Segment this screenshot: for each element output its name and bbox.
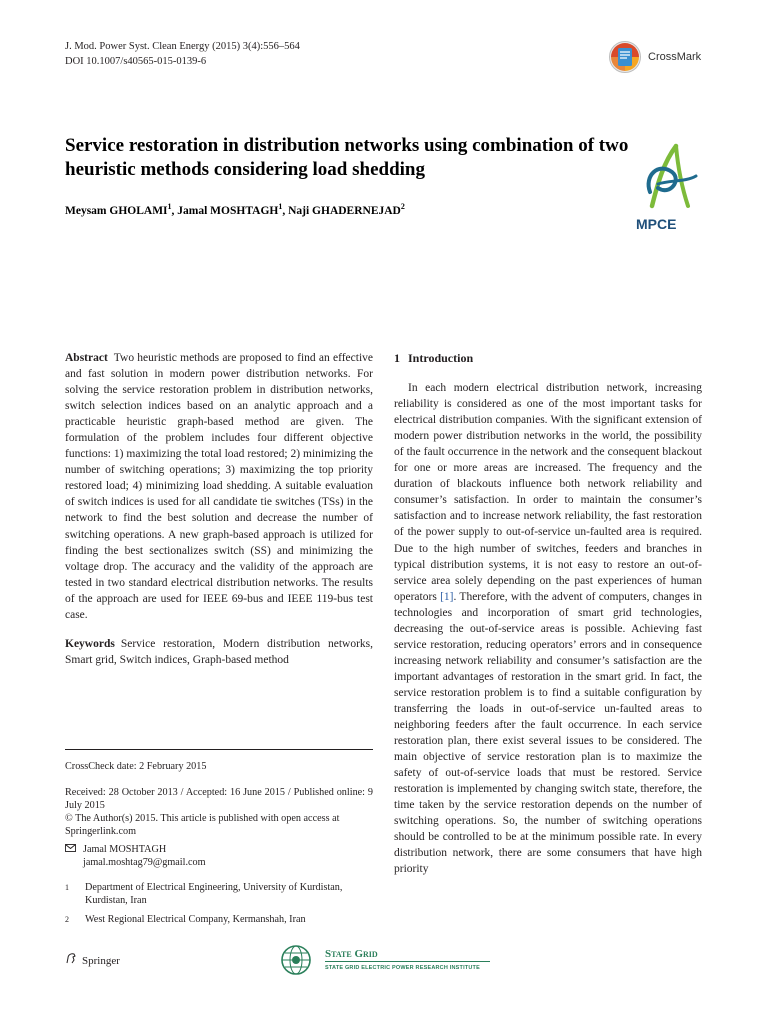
- crossmark-badge[interactable]: [608, 40, 708, 74]
- contact-email[interactable]: jamal.moshtag79@gmail.com: [83, 857, 206, 869]
- author-name[interactable]: Naji GHADERNEJAD: [288, 204, 401, 217]
- abstract-paragraph: [65, 350, 373, 623]
- crossmark-label: CrossMark: [648, 51, 702, 63]
- mpce-logo: [636, 140, 706, 236]
- corresponding-author: [65, 843, 206, 869]
- springer-logo: [65, 952, 120, 967]
- affiliation-2: [65, 913, 373, 926]
- journal-citation: J. Mod. Power Syst. Clean Energy (2015) 3(4):556–564: [65, 41, 300, 52]
- affiliation-number: 2: [65, 915, 69, 924]
- citation-link[interactable]: [1]: [440, 590, 454, 603]
- contact-name: Jamal MOSHTAGH: [83, 844, 167, 855]
- keywords-label: Keywords: [65, 637, 115, 650]
- affiliation-text: Department of Electrical Engineering, University of Kurdistan, Kurdistan, Iran: [85, 882, 343, 907]
- author-affiliation: 1: [167, 202, 172, 211]
- springer-horse-icon: [65, 952, 79, 967]
- mpce-logo-icon: [636, 140, 706, 236]
- abstract-label: Abstract: [65, 352, 108, 364]
- section-title: Introduction: [408, 351, 474, 365]
- state-grid-logo: [277, 944, 492, 976]
- keywords-paragraph: [65, 636, 373, 668]
- section-number: 1: [394, 351, 400, 365]
- envelope-icon: [65, 843, 77, 856]
- publication-history: Received: 28 October 2013 / Accepted: 16 June 2015 / Published online: 9 July 2015: [65, 787, 373, 812]
- paper-title: Service restoration in distribution networks using combination of two heuristic methods considering load shedding: [65, 135, 629, 180]
- crosscheck-date: CrossCheck date: 2 February 2015: [65, 761, 207, 772]
- keywords-text: Service restoration, Modern distribution networks, Smart grid, Switch indices, Graph-based method: [65, 637, 373, 666]
- abstract-text: Two heuristic methods are proposed to find an effective and fast solution in modern power distribution networks. For solving the service restoration problem in distribution networks, switch selection indices based on an analytic approach and a practicable heuristic graph-based method are given. The formulation of the problem includes four different objective functions: 1) maximizing the total load restored; 2) minimizing the number of switching operations; 3) maximizing the top priority restored load; 4) minimizing load shedding. A suitable evaluation of switch indices is used for all candidate tie switches (TSs) in the network to find the best solution and decrease the number of switching operations. A new graph-based approach is utilized for finding the best sectionalizes switch (SS) and minimizing the voltage drop. The accuracy and the validity of the approach are tested in two standard electrical distribution networks. The results of the approach are used for IEEE 69-bus and IEEE 119-bus test case.: [65, 352, 373, 621]
- state-grid-subtitle: STATE GRID ELECTRIC POWER RESEARCH INSTITUTE: [325, 965, 480, 971]
- author-name[interactable]: Jamal MOSHTAGH: [177, 204, 279, 217]
- affiliation-1: [65, 881, 373, 907]
- author-affiliation: 2: [400, 202, 405, 211]
- doi-line[interactable]: DOI 10.1007/s40565-015-0139-6: [65, 56, 207, 67]
- crossmark-icon: [608, 40, 642, 74]
- affiliation-text: West Regional Electrical Company, Kermanshah, Iran: [85, 914, 306, 925]
- globe-icon: [277, 944, 315, 976]
- footnote-divider: [65, 749, 373, 750]
- author-name[interactable]: Meysam GHOLAMI: [65, 204, 168, 217]
- section-heading: [394, 350, 702, 366]
- mpce-logo-text: MPCE: [636, 216, 677, 232]
- intro-paragraph: In each modern electrical distribution network, increasing reliability is considered as one of the most important tasks for electrical distribution companies. With the significant extension of modern power distribution networks in the world, the possibility of the fault occurrence in the network and the consequent blackout for one or more areas are increased. The frequency and the duration of blackouts influence both network reliability and consumer’s satisfaction. In order to maintain the consumer’s satisfaction and to increase network reliability, the fast restoration of the power supply to out-of-service un-faulted area is required. Due to the high number of switches, feeders and branches in typical distribution systems, it is not easy to restore an out-of-service area solely depending on the past experiences of human operators [1]. Therefore, with the advent of computers, changes in technologies and incorporation of smart grid technologies, decreasing the out-of-service areas is possible. Achieving fast service restoration, reducing operators’ errors and in consequence increasing network reliability and consumer’s satisfaction are the important advantages of restoration in the smart grid. In fact, the service restoration problem is to find a suitable configuration by transferring the loads in out-of-service un-faulted areas to neighboring feeders after the fault occurrence. In each service restoration plan, there exist several issues to be considered. The main objective of service restoration plan is to maximize the safety of out-of-service loads that must be restored. Service restoration is implemented by changing switch state, therefore, the time taken by the service restoration depends on the number of switching operations. So, the number of switching operations should be controlled to be at the minimum possible rate. In every distribution network, there are some consumers that have high priority: [394, 382, 702, 876]
- introduction-section: [394, 350, 702, 878]
- abstract-section: [65, 350, 373, 668]
- affiliation-number: 1: [65, 883, 69, 892]
- springer-label: Springer: [82, 955, 120, 967]
- author-affiliation: 1: [278, 202, 283, 211]
- copyright-notice: © The Author(s) 2015. This article is published with open access at Springerlink.com: [65, 813, 340, 838]
- state-grid-name: State Grid: [325, 948, 378, 960]
- state-grid-rule: [325, 961, 490, 962]
- author-list: Meysam GHOLAMI$^1$, Jamal MOSHTAGH$^1$, Naji GHADERNEJAD$^2$: [65, 202, 405, 217]
